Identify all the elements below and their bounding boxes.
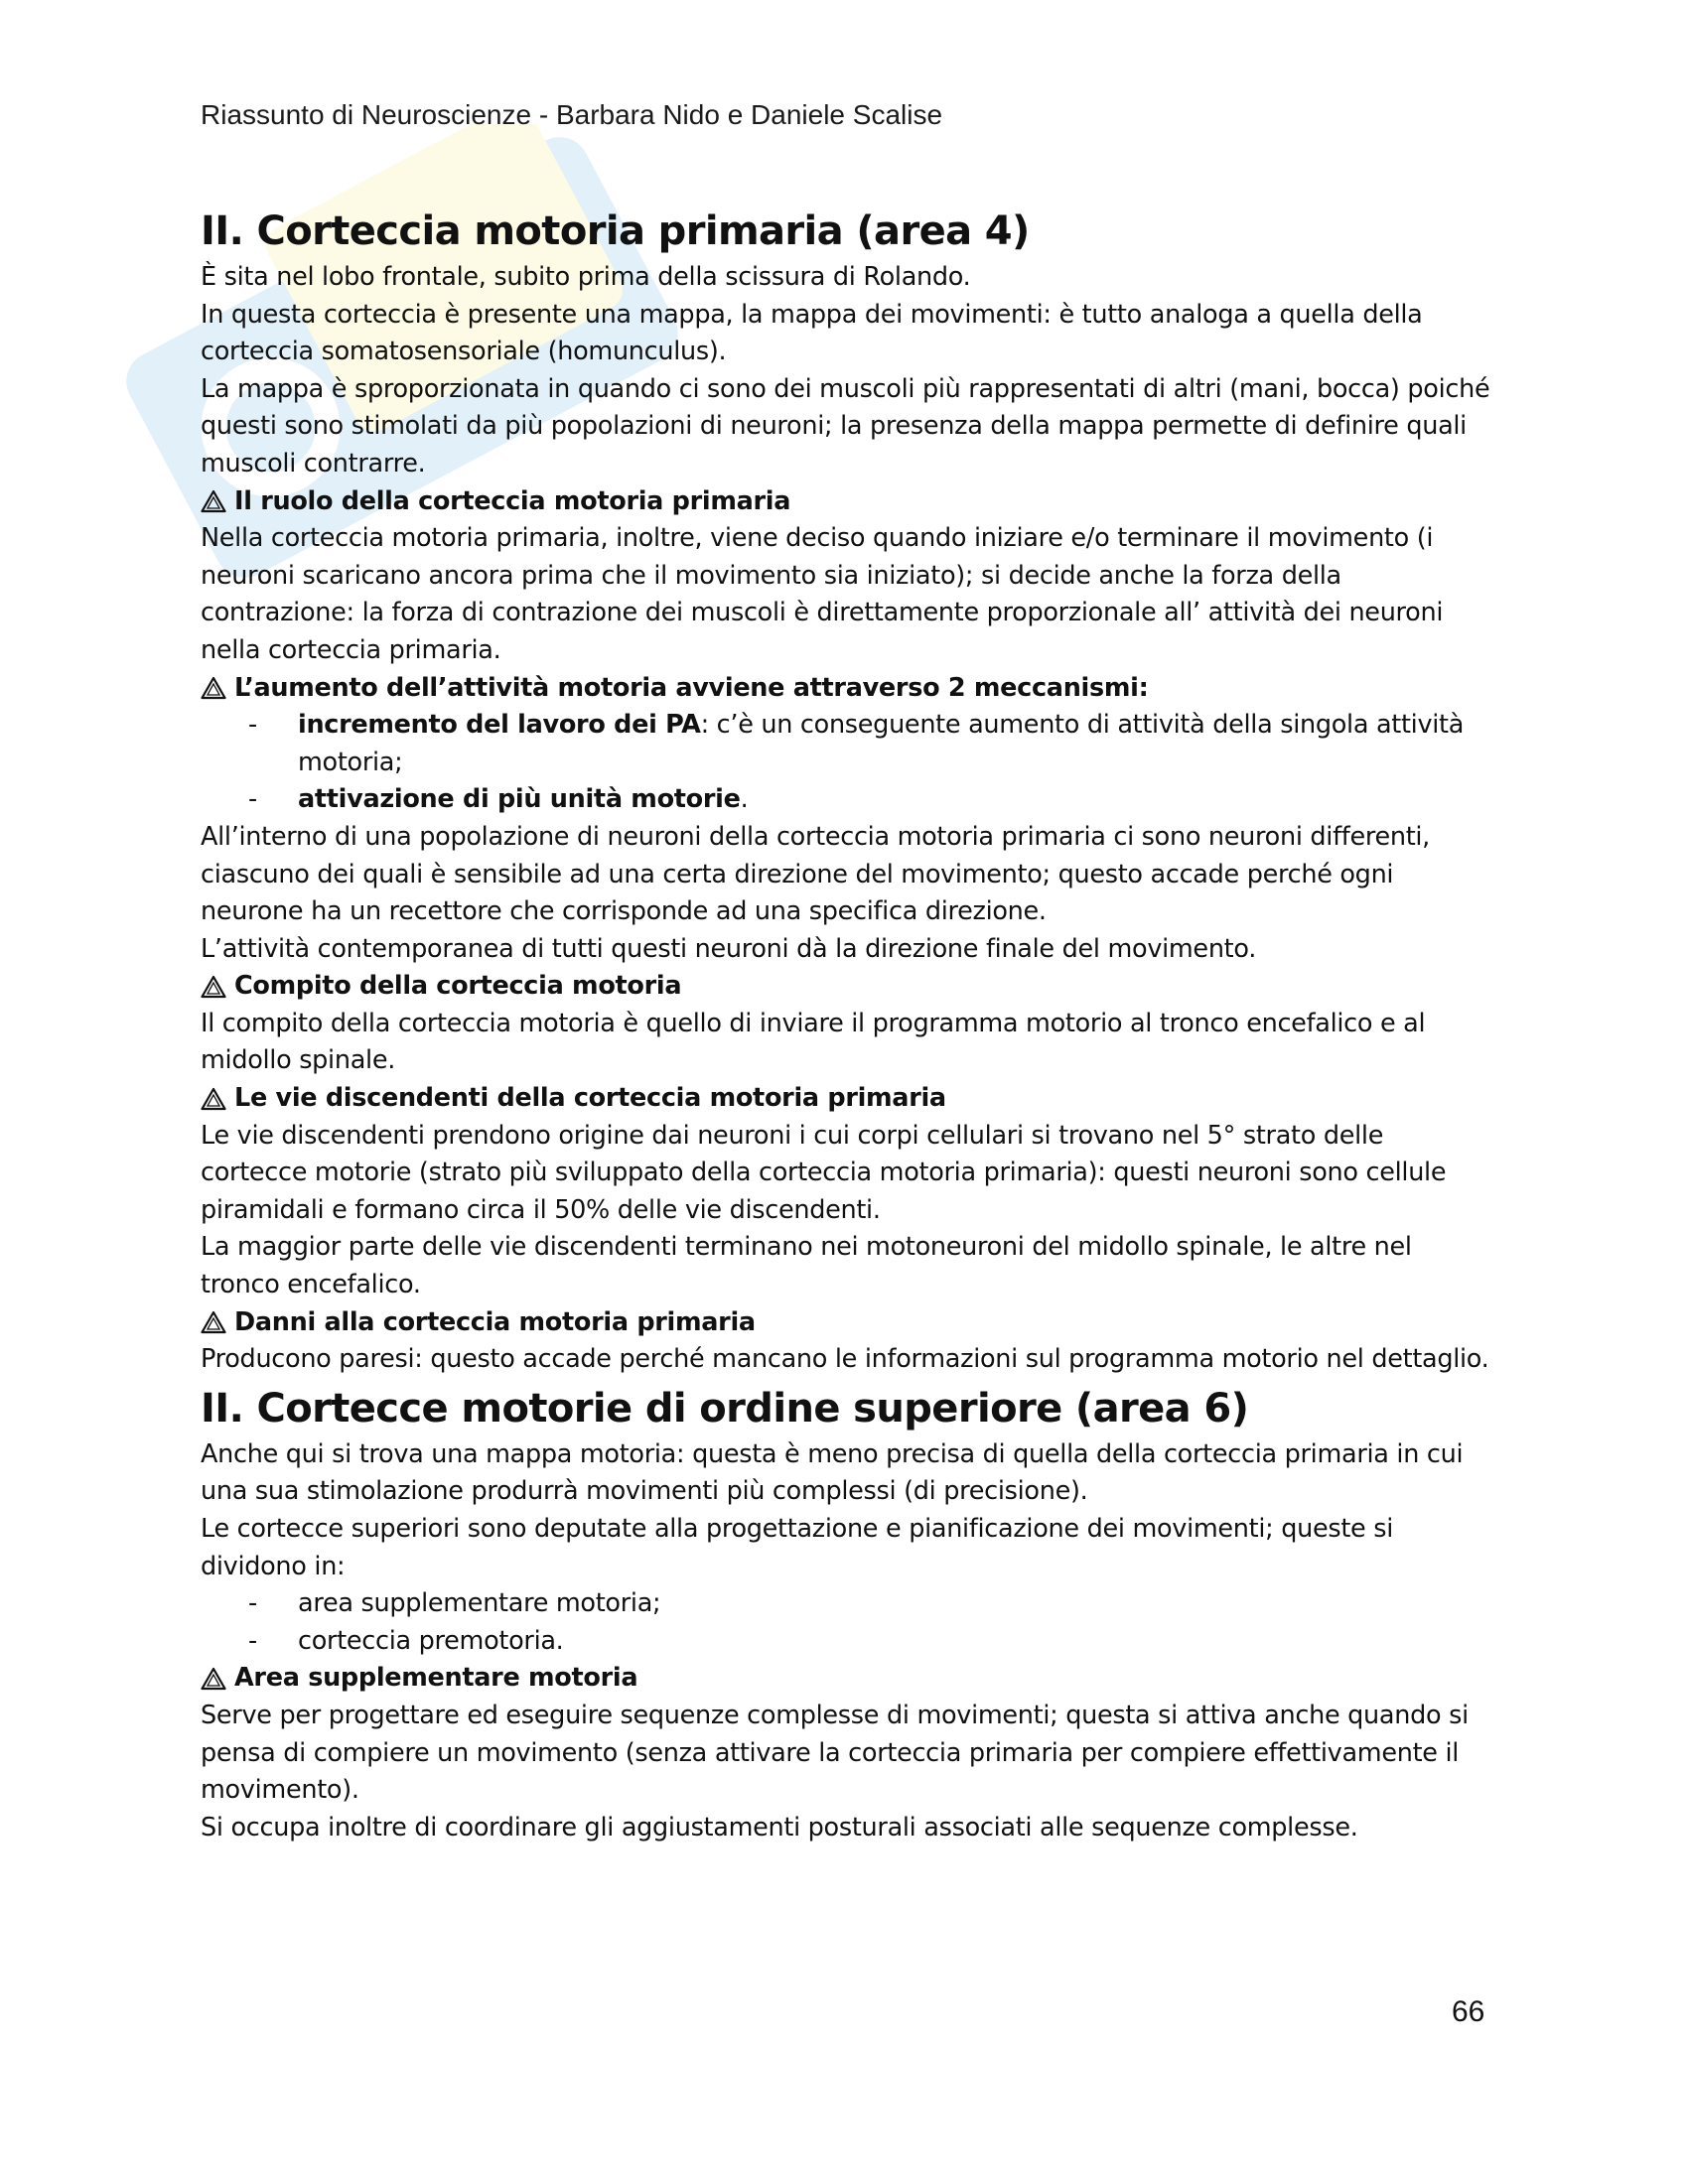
paragraph: La mappa è sproporzionata in quando ci sono dei muscoli più rappresentati di altri (mani, bocca) poiché questi sono stimolati da più popolazioni di neuroni; la presenza della mappa permette di definire quali muscoli contrarre.: [201, 373, 1490, 478]
warning-triangle-icon: [201, 676, 226, 700]
subsection-heading: [201, 1660, 1491, 1698]
list-marker: -: [248, 784, 257, 815]
list-item: [201, 1623, 1491, 1661]
subsection-title: Il ruolo della corteccia motoria primaria: [234, 485, 791, 516]
list-item-text: .: [740, 784, 749, 815]
paragraph: Nella corteccia motoria primaria, inoltre, viene deciso quando iniziare e/o terminare il movimento (i neuroni scaricano ancora prima che il movimento sia iniziato); si decide anche la forza della contrazione: la forza di contrazione dei muscoli è direttamente proporzionale all’ attività dei neuroni nella corteccia primaria.: [201, 523, 1444, 665]
list-marker: -: [248, 1588, 257, 1619]
subsection-heading: [201, 483, 1491, 521]
paragraph: In questa corteccia è presente una mappa, la mappa dei movimenti: è tutto analoga a quella della corteccia somatosensoriale (homunculus).: [201, 299, 1423, 367]
subsection-heading: [201, 968, 1491, 1006]
paragraph: Producono paresi: questo accade perché mancano le informazioni sul programma motorio nel dettaglio.: [201, 1344, 1489, 1375]
subsection-heading: [201, 1304, 1491, 1342]
list-item: [201, 707, 1491, 781]
warning-triangle-icon: [201, 975, 226, 999]
paragraph: Anche qui si trova una mappa motoria: questa è meno precisa di quella della corteccia primaria in cui una sua stimolazione produrrà movimenti più complessi (di precisione).: [201, 1438, 1464, 1507]
running-header: Riassunto di Neuroscienze - Barbara Nido e Daniele Scalise: [201, 99, 943, 130]
paragraph: La maggior parte delle vie discendenti terminano nei motoneuroni del midollo spinale, le altre nel tronco encefalico.: [201, 1232, 1412, 1300]
list-marker: -: [248, 1625, 257, 1656]
paragraph: All’interno di una popolazione di neuroni della corteccia motoria primaria ci sono neuroni differenti, ciascuno dei quali è sensibile ad una certa direzione del movimento; questo accade perché ogni neurone ha un recettore che corrisponde ad una specifica direzione.: [201, 821, 1430, 927]
section-heading: II. Corteccia motoria primaria (area 4): [201, 208, 1030, 254]
page-number: 66: [1452, 1995, 1485, 2028]
section-heading: II. Cortecce motorie di ordine superiore (area 6): [201, 1385, 1249, 1432]
warning-triangle-icon: [201, 1667, 226, 1691]
paragraph: È sita nel lobo frontale, subito prima della scissura di Rolando.: [201, 262, 971, 292]
paragraph: L’attività contemporanea di tutti questi neuroni dà la direzione finale del movimento.: [201, 933, 1257, 964]
subsection-title: Danni alla corteccia motoria primaria: [234, 1306, 756, 1337]
list-marker: -: [248, 710, 257, 741]
subsection-title: Le vie discendenti della corteccia motoria primaria: [234, 1083, 946, 1114]
warning-triangle-icon: [201, 1087, 226, 1111]
subsection-title: Area supplementare motoria: [234, 1663, 638, 1694]
paragraph: Si occupa inoltre di coordinare gli aggiustamenti posturali associati alle sequenze complesse.: [201, 1812, 1358, 1843]
list-item-text: area supplementare motoria;: [298, 1588, 661, 1619]
subsection-heading: [201, 1080, 1491, 1118]
list-item-bold: attivazione di più unità motorie: [298, 784, 741, 815]
list-item-text: : c’è un conseguente aumento di attività della singola attività motoria;: [298, 710, 1465, 777]
list-item: [201, 781, 1491, 819]
paragraph: Serve per progettare ed eseguire sequenze complesse di movimenti; questa si attiva anche quando si pensa di compiere un movimento (senza attivare la corteccia primaria per compiere effettivamente il movimento).: [201, 1700, 1469, 1806]
subsection-title: L’aumento dell’attività motoria avviene attraverso 2 meccanismi:: [234, 672, 1149, 703]
subsection-title: Compito della corteccia motoria: [234, 971, 682, 1002]
paragraph: Il compito della corteccia motoria è quello di inviare il programma motorio al tronco encefalico e al midollo spinale.: [201, 1008, 1426, 1076]
paragraph: Le vie discendenti prendono origine dai neuroni i cui corpi cellulari si trovano nel 5° strato delle cortecce motorie (strato più sviluppato della corteccia motoria primaria): questi neuroni sono cellule piramidali e formano circa il 50% delle vie discendenti.: [201, 1120, 1447, 1225]
list-item-text: corteccia premotoria.: [298, 1625, 564, 1656]
warning-triangle-icon: [201, 1310, 226, 1334]
warning-triangle-icon: [201, 489, 226, 513]
page-body: [201, 204, 1491, 1846]
subsection-heading: [201, 670, 1491, 708]
paragraph: Le cortecce superiori sono deputate alla progettazione e pianificazione dei movimenti; queste si dividono in:: [201, 1514, 1394, 1581]
list-item: [201, 1585, 1491, 1623]
list-item-bold: incremento del lavoro dei PA: [298, 710, 701, 741]
